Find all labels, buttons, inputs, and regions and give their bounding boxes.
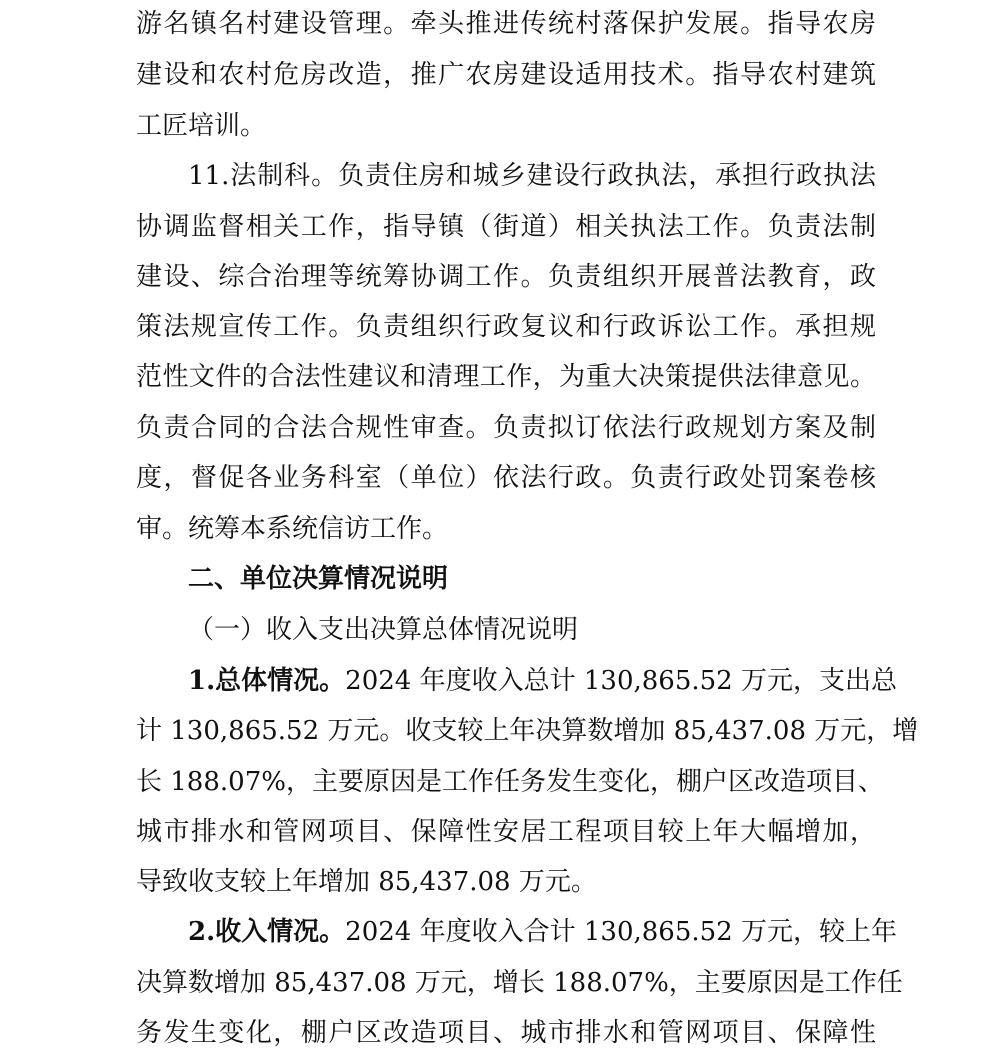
text-line: 审。统筹本系统信访工作。: [136, 514, 449, 544]
text-line: [188, 156, 876, 196]
item-lead: 1.总体情况。: [188, 666, 346, 696]
item-text: 2024 年度收入总计 130,865.52 万元，支出总: [345, 666, 897, 696]
text-line: 策法规宣传工作。负责组织行政复议和行政诉讼工作。承担规: [136, 312, 876, 342]
text-line: 导致收支较上年增加 85,437.08 万元。: [136, 867, 597, 897]
item-text: 2024 年度收入合计 130,865.52 万元，较上年: [345, 917, 897, 947]
text-line: 负责合同的合法合规性审查。负责拟订依法行政规划方案及制: [136, 413, 876, 443]
text-line: 城市排水和管网项目、保障性安居工程项目较上年大幅增加，: [136, 817, 876, 847]
section-heading: 二、单位决算情况说明: [188, 564, 449, 594]
text-line: 建设和农村危房改造，推广农房建设适用技术。指导农村建筑: [136, 60, 876, 90]
item-lead: 11.法制科。: [188, 161, 339, 191]
item-text: 负责住房和城乡建设行政执法，承担行政执法: [338, 161, 876, 191]
text-line: 长 188.07%，主要原因是工作任务发生变化，棚户区改造项目、: [136, 767, 884, 797]
text-line: 决算数增加 85,437.08 万元，增长 188.07%，主要原因是工作任: [136, 968, 903, 998]
subsection-heading: （一）收入支出决算总体情况说明: [188, 615, 579, 645]
text-line: [188, 912, 897, 952]
text-line: 建设、综合治理等统筹协调工作。负责组织开展普法教育，政: [136, 262, 876, 292]
text-line: 计 130,865.52 万元。收支较上年决算数增加 85,437.08 万元，增: [136, 716, 919, 746]
text-line: 度，督促各业务科室（单位）依法行政。负责行政处罚案卷核: [136, 463, 876, 493]
text-line: 工匠培训。: [136, 111, 267, 141]
text-line: 务发生变化，棚户区改造项目、城市排水和管网项目、保障性: [136, 1018, 876, 1048]
text-line: 范性文件的合法性建议和清理工作，为重大决策提供法律意见。: [136, 362, 876, 392]
text-line: [188, 661, 897, 701]
item-lead: 2.收入情况。: [188, 917, 346, 947]
text-line: 协调监督相关工作，指导镇（街道）相关执法工作。负责法制: [136, 212, 876, 242]
text-line: 游名镇名村建设管理。牵头推进传统村落保护发展。指导农房: [136, 9, 876, 39]
